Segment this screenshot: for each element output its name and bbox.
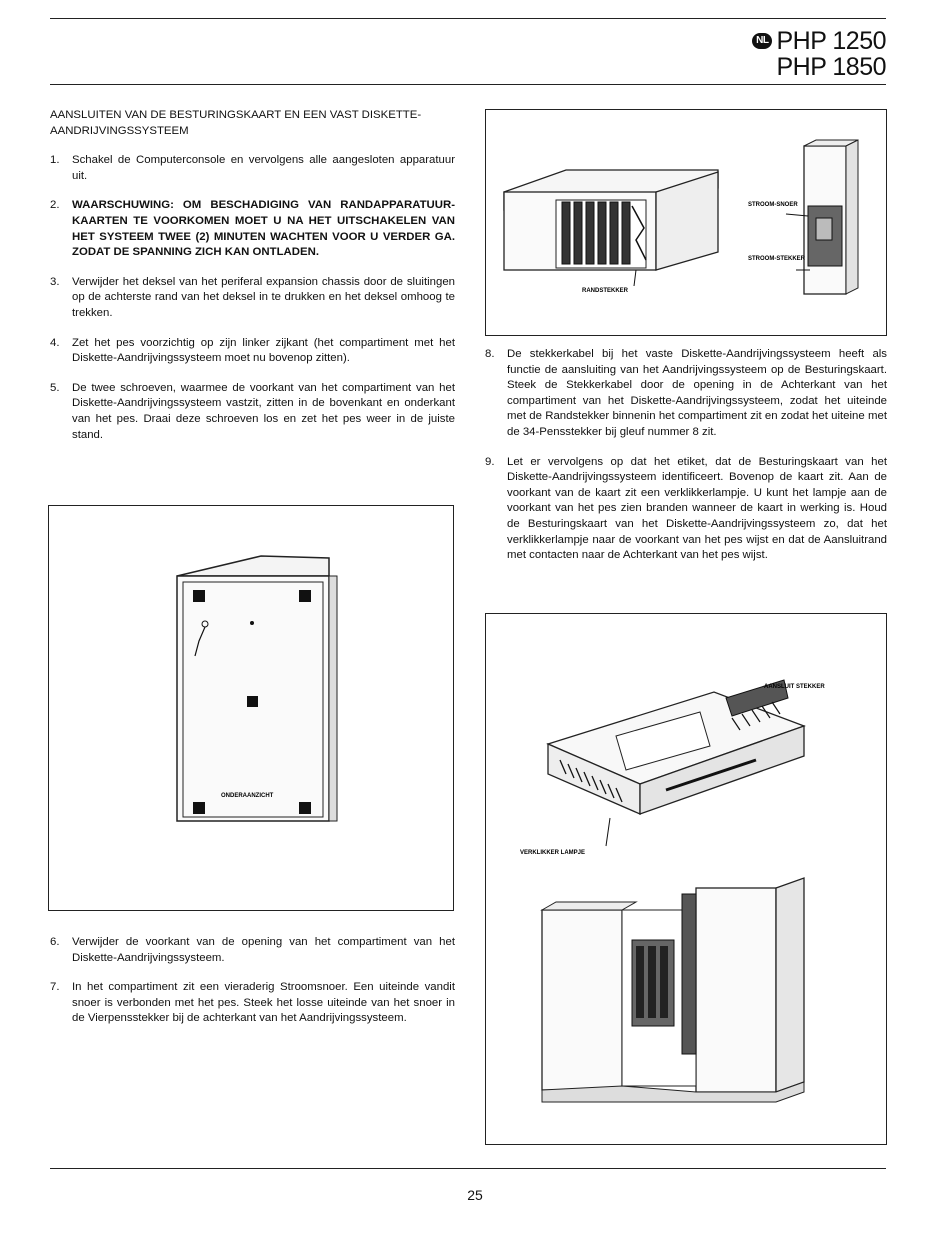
step-number: 6. bbox=[50, 936, 60, 948]
step-3 bbox=[50, 275, 455, 322]
step-text: De stekkerkabel bij het vaste Diskette-Aandrijvingssysteem heeft als functie de aansluiting van het Aandrijvingssysteem op de Besturingskaart. Steek de Stekkerkabel door de opening in de Achterkant van het compartiment van het Diskette-Aandrijvingssysteem, zodat het uiteinde met de Randstekker binnenin het compartiment zit en zodat het uiteine met de 34-Pensstekker bij gleuf nummer 8 zit. bbox=[507, 348, 887, 438]
step-number: 8. bbox=[485, 348, 495, 360]
step-5 bbox=[50, 381, 455, 443]
model-header bbox=[752, 28, 886, 80]
connector-label: AANSLUIT STEKKER bbox=[764, 684, 825, 690]
step-text: Verwijder de voorkant van de opening van het compartiment van het Diskette-Aandrijvingssysteem. bbox=[72, 936, 455, 964]
figure-controller-card bbox=[485, 613, 887, 1145]
left-column-lower bbox=[50, 935, 455, 1041]
model-2: PHP 1850 bbox=[776, 53, 886, 81]
power-cord-label-text: STROOM-SNOER bbox=[748, 202, 798, 208]
step-4 bbox=[50, 336, 455, 367]
step-text: In het compartiment zit een vieraderig Stroomsnoer. Een uiteinde vandit snoer is verbonden met het pes. Steek het losse uiteinde van het snoer in de Vierpensstekker bij de achterkant van het Aandrijvingssysteem. bbox=[72, 981, 455, 1025]
section-heading: AANSLUITEN VAN DE BESTURINGSKAART EN EEN VAST DISKETTE-AANDRIJVINGSSYSTEEM bbox=[50, 109, 422, 137]
step-text: Zet het pes voorzichtig op zijn linker zijkant (het compartiment met het Diskette-Aandrijvingssysteem moet nu bovenop zitten). bbox=[72, 336, 455, 365]
figure-expansion-chassis bbox=[485, 109, 887, 336]
step-number: 3. bbox=[50, 275, 60, 288]
step-number: 2. bbox=[50, 199, 60, 212]
controller-card-illustration bbox=[486, 614, 886, 1144]
header-rule bbox=[50, 84, 886, 85]
step-7 bbox=[50, 980, 455, 1027]
underside-illustration bbox=[49, 506, 453, 910]
top-rule bbox=[50, 18, 886, 19]
figure-underside-view bbox=[48, 505, 454, 911]
model-1: PHP 1250 bbox=[776, 27, 886, 55]
underside-label: ONDERAANZICHT bbox=[221, 793, 274, 799]
left-column bbox=[50, 108, 455, 457]
page-number: 25 bbox=[467, 1187, 483, 1203]
step-number: 1. bbox=[50, 154, 60, 167]
edge-connector-label: RANDSTEKKER bbox=[582, 288, 629, 294]
step-number: 4. bbox=[50, 336, 60, 349]
step-number: 9. bbox=[485, 455, 495, 468]
language-badge: NL bbox=[752, 33, 772, 49]
step-number: 5. bbox=[50, 381, 60, 394]
power-cord-label bbox=[748, 202, 798, 208]
power-plug-label: STROOM-STEKKER bbox=[748, 256, 805, 262]
step-text: Let er vervolgens op dat het etiket, dat de Besturingskaart van het Diskette-Aandrijvingssysteem identificeert. Bovenop de kaart zit. Aan de voorkant van de kaart zit een verklikkerlampje. U kunt het lampje aan de voorkant van het pes zien branden wanneer de kaart in werking is. Houd de Besturingskaart van het Diskette-Aandrijvingssysteem zo, dat het verklikkerlampje naar de voorkant van het pes wijst en dat de Aansluitrand met contacten naar de Achterkant van het pes wijst. bbox=[507, 455, 887, 562]
step-number: 7. bbox=[50, 981, 60, 994]
right-column bbox=[485, 347, 887, 578]
chassis-illustration bbox=[486, 110, 886, 335]
step-text: De twee schroeven, waarmee de voorkant van het compartiment van het Diskette-Aandrijvingssysteem vastzit, zitten in de bovenkant en onderkant van het pes. Draai deze schroeven los en zet het pes weer in de juiste stand. bbox=[72, 381, 455, 441]
step-9 bbox=[485, 455, 887, 564]
indicator-lamp-label: VERKLIKKER LAMPJE bbox=[520, 850, 586, 856]
step-6 bbox=[50, 935, 455, 966]
step-2-warning bbox=[50, 198, 455, 260]
footer-rule bbox=[50, 1168, 886, 1169]
step-1 bbox=[50, 153, 455, 184]
warning-text: WAARSCHUWING: OM BESCHADIGING VAN RANDAPPARATUUR-KAARTEN TE VOORKOMEN MOET U NA HET UITSCHAKELEN VAN HET SYSTEEM TWEE (2) MINUTEN WACHTEN VOOR U VERDER GA. ZODAT DE SPANNING ZICH KAN ONTLADEN. bbox=[72, 199, 455, 259]
step-8 bbox=[485, 347, 887, 441]
step-text: Schakel de Computerconsole en vervolgens alle aangesloten apparatuur uit. bbox=[72, 154, 455, 182]
step-text: Verwijder het deksel van het periferal expansion chassis door de sluitingen op de achterste rand van het deksel in te drukken en het deksel omhoog te trekken. bbox=[72, 275, 455, 319]
